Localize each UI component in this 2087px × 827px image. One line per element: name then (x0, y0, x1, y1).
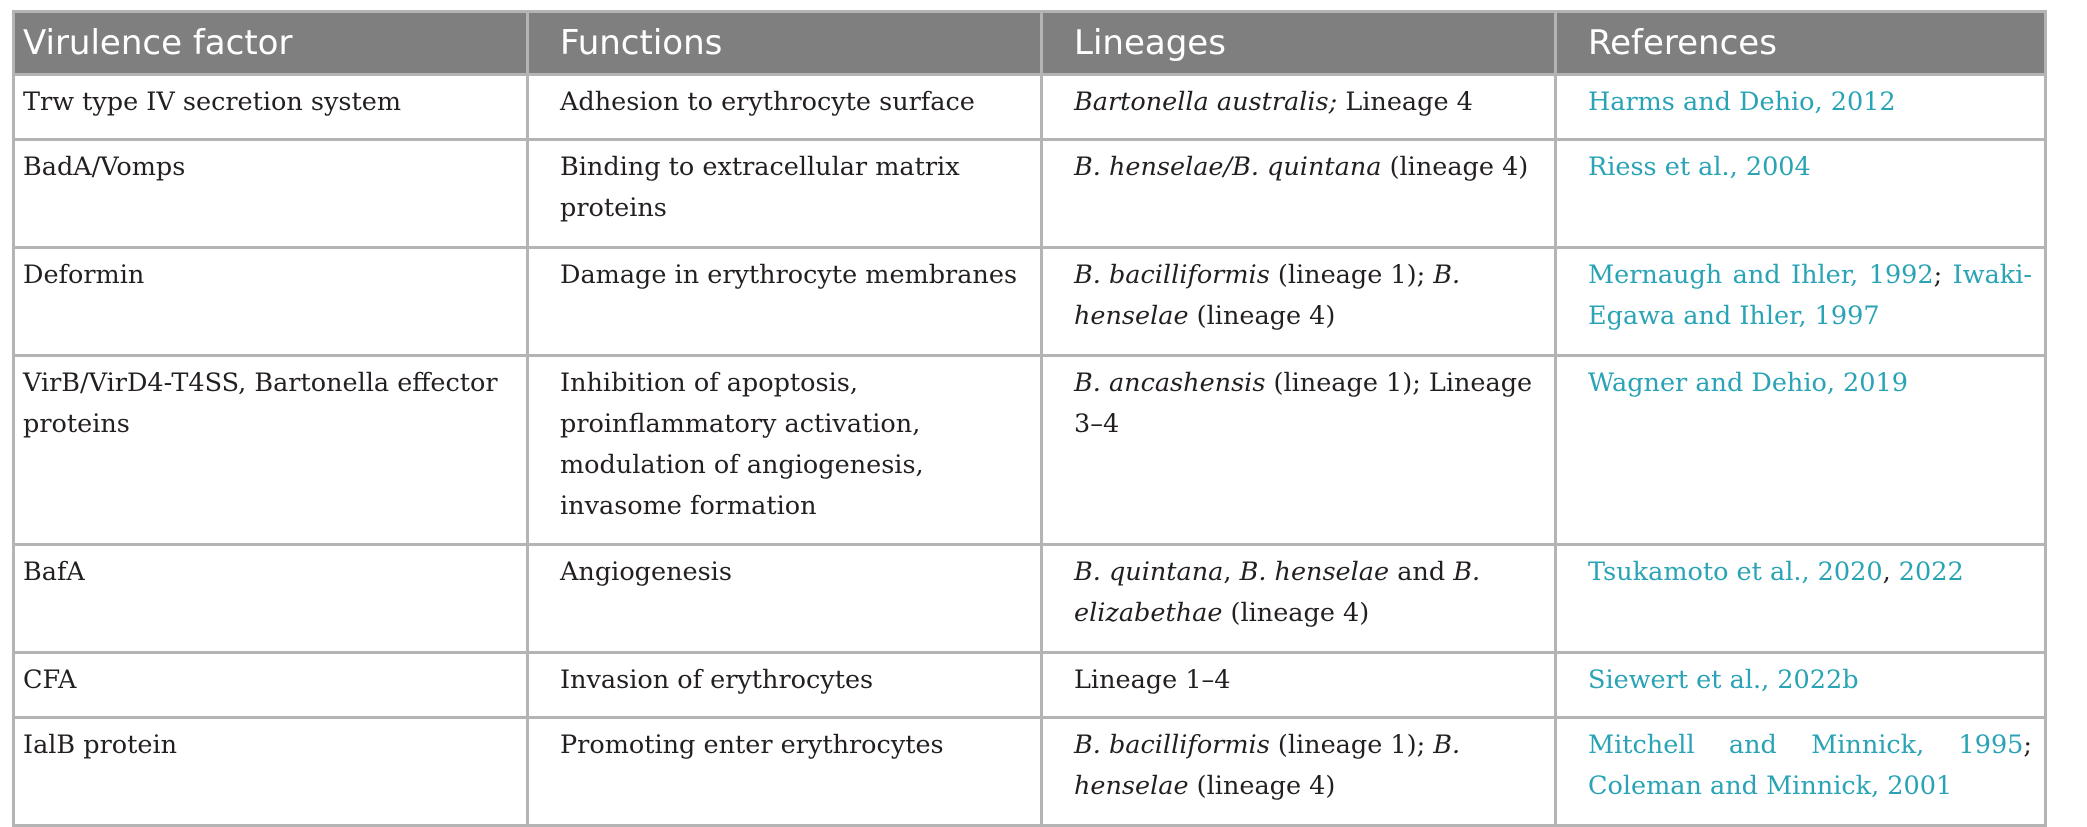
cell-function: Binding to extracellular matrix proteins (528, 140, 1042, 248)
reference-link[interactable]: Mitchell and Minnick, 1995 (1588, 730, 2024, 760)
cell-function: Promoting enter erythrocytes (528, 718, 1042, 826)
cell-lineage (1042, 356, 1556, 545)
lineage-text: and (1389, 557, 1454, 587)
lineage-text: (lineage 4) (1188, 771, 1336, 801)
cell-virulence-factor: VirB/VirD4-T4SS, Bartonella effector proteins (14, 356, 528, 545)
cell-function: Adhesion to erythrocyte surface (528, 75, 1042, 140)
cell-references (1556, 140, 2046, 248)
virulence-factor-table-container (12, 10, 2044, 827)
reference-separator: , (1882, 557, 1899, 587)
cell-references (1556, 75, 2046, 140)
lineage-text: (lineage 1); Lineage 3–4 (1074, 368, 1533, 439)
lineage-text: Lineage 4 (1337, 87, 1473, 117)
species-name: B. quintana (1074, 557, 1224, 587)
header-virulence-factor: Virulence factor (14, 12, 528, 75)
virulence-factor-table (12, 10, 2047, 827)
reference-link[interactable]: Iwaki-Egawa and Ihler, 1997 (1588, 260, 2032, 331)
cell-lineage (1042, 718, 1556, 826)
header-lineages: Lineages (1042, 12, 1556, 75)
reference-link[interactable]: Coleman and Minnick, 2001 (1588, 771, 1953, 801)
cell-lineage (1042, 545, 1556, 653)
species-name: B. henselae/B. quintana (1074, 152, 1382, 182)
reference-separator: ; (1933, 260, 1953, 290)
species-name: Bartonella australis; (1074, 87, 1338, 117)
cell-lineage (1042, 653, 1556, 718)
cell-references (1556, 356, 2046, 545)
cell-references (1556, 718, 2046, 826)
reference-link[interactable]: 2022 (1898, 557, 1964, 587)
cell-function: Damage in erythrocyte membranes (528, 248, 1042, 356)
lineage-text: (lineage 1); (1269, 260, 1434, 290)
cell-references (1556, 248, 2046, 356)
cell-function: Invasion of erythrocytes (528, 653, 1042, 718)
reference-link[interactable]: Mernaugh and Ihler, 1992 (1588, 260, 1934, 290)
cell-references (1556, 545, 2046, 653)
lineage-text: (lineage 4) (1188, 301, 1336, 331)
species-name: B. henselae (1074, 260, 1461, 331)
cell-virulence-factor: Trw type IV secretion system (14, 75, 528, 140)
species-name: B. henselae (1074, 730, 1461, 801)
species-name: B. henselae (1239, 557, 1390, 587)
table-row (14, 356, 2046, 545)
lineage-text: Lineage 1–4 (1074, 665, 1231, 695)
reference-separator: ; (2023, 730, 2032, 760)
lineage-text: (lineage 1); (1269, 730, 1434, 760)
lineage-text: , (1223, 557, 1240, 587)
species-name: B. ancashensis (1074, 368, 1266, 398)
table-body (14, 75, 2046, 826)
cell-virulence-factor: BadA/Vomps (14, 140, 528, 248)
table-row (14, 718, 2046, 826)
cell-virulence-factor: CFA (14, 653, 528, 718)
header-references: References (1556, 12, 2046, 75)
species-name: B. elizabethae (1074, 557, 1481, 628)
table-row (14, 248, 2046, 356)
cell-virulence-factor: IalB protein (14, 718, 528, 826)
cell-virulence-factor: Deformin (14, 248, 528, 356)
table-row (14, 653, 2046, 718)
cell-lineage (1042, 140, 1556, 248)
reference-link[interactable]: Wagner and Dehio, 2019 (1588, 368, 1908, 398)
table-row (14, 140, 2046, 248)
reference-link[interactable]: Siewert et al., 2022b (1588, 665, 1859, 695)
species-name: B. bacilliformis (1074, 260, 1270, 290)
table-row (14, 75, 2046, 140)
lineage-text: (lineage 4) (1381, 152, 1529, 182)
lineage-text: (lineage 4) (1222, 598, 1370, 628)
reference-link[interactable]: Harms and Dehio, 2012 (1588, 87, 1896, 117)
reference-link[interactable]: Riess et al., 2004 (1588, 152, 1811, 182)
header-row (14, 12, 2046, 75)
header-functions: Functions (528, 12, 1042, 75)
cell-lineage (1042, 75, 1556, 140)
table-header (14, 12, 2046, 75)
reference-link[interactable]: Tsukamoto et al., 2020 (1588, 557, 1883, 587)
cell-lineage (1042, 248, 1556, 356)
table-row (14, 545, 2046, 653)
species-name: B. bacilliformis (1074, 730, 1270, 760)
cell-function: Inhibition of apoptosis, proinflammatory activation, modulation of angiogenesis, invasome formation (528, 356, 1042, 545)
cell-virulence-factor: BafA (14, 545, 528, 653)
cell-function: Angiogenesis (528, 545, 1042, 653)
cell-references (1556, 653, 2046, 718)
